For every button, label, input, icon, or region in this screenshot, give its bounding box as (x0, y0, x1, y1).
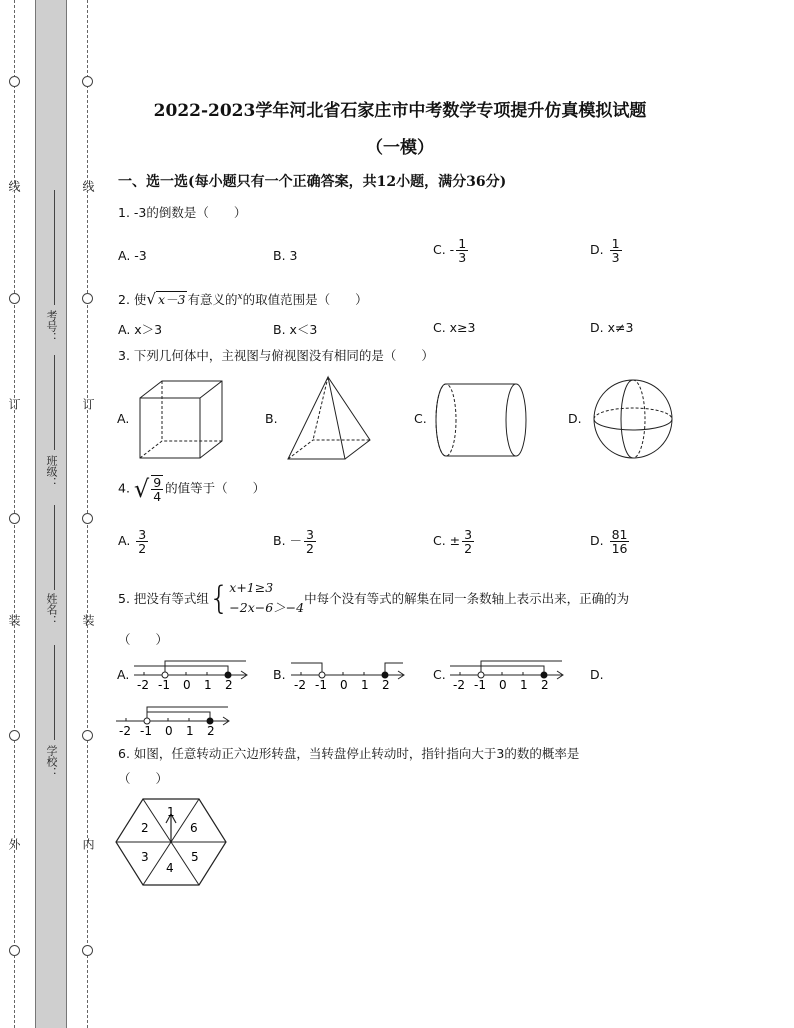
hole-outer-2 (9, 293, 20, 304)
hole-outer-1 (9, 76, 20, 87)
open-dot (162, 672, 168, 678)
q5-system (229, 578, 304, 618)
outer-word-bind: 订 (7, 398, 21, 410)
q1-stem: 1. -3的倒数是（ ） (118, 205, 247, 220)
page-title: 2022-2023学年河北省石家庄市中考数学专项提升仿真模拟试题 (153, 101, 647, 121)
field-class-blank[interactable] (54, 355, 55, 450)
sphere-figure (590, 376, 676, 462)
q5-numberline-b (289, 652, 407, 692)
sqrt-sign: √ (133, 475, 150, 504)
field-exam-number: 考号： (45, 310, 58, 343)
q5-ineq-1: x+1≥3 (229, 580, 274, 595)
q4-option-b[interactable]: B. － $\frac{3}{2}$ (273, 527, 314, 557)
outer-word-line: 线 (7, 180, 21, 192)
sector-label-4: 4 (166, 861, 174, 875)
outer-word-pack: 装 (7, 614, 21, 626)
tick-label: -1 (474, 678, 486, 692)
brace: { (208, 579, 230, 617)
binding-band (35, 0, 67, 1028)
tick-label: -1 (140, 724, 152, 738)
hole-inner-3 (82, 513, 93, 524)
hole-outer-3 (9, 513, 20, 524)
q5-option-c-label[interactable]: C. (433, 667, 446, 682)
field-exam-number-blank[interactable] (54, 190, 55, 305)
tick-label: -1 (315, 678, 327, 692)
outer-word-outside: 外 (7, 838, 21, 850)
sector-label-3: 3 (141, 850, 149, 864)
tick-label: 0 (165, 724, 173, 738)
ray-right (481, 661, 562, 675)
q5-stem: 5. 把没有等式组{ x+1≥3 −2x−6＞−4 中每个没有等式的解集在同一条数轴上表示出来，正确的为 (118, 579, 630, 617)
inner-word-bind: 订 (81, 398, 95, 410)
q2-option-a[interactable]: A. x＞3 (118, 322, 163, 337)
tick-label: 1 (204, 678, 212, 692)
tick-label: 2 (207, 724, 215, 738)
q1-option-b[interactable]: B. 3 (273, 248, 298, 263)
tick-label: 0 (340, 678, 348, 692)
hole-inner-4 (82, 730, 93, 741)
q3-option-a-label[interactable]: A. (117, 411, 130, 426)
q6-paren: （ ） (118, 771, 169, 786)
ray-right (147, 707, 228, 721)
tick-label: 0 (183, 678, 191, 692)
hole-inner-5 (82, 945, 93, 956)
ray-left (291, 663, 322, 675)
q3-option-b-label[interactable]: B. (265, 411, 278, 426)
q5-option-b-label[interactable]: B. (273, 667, 286, 682)
q5-option-d-label[interactable]: D. (590, 667, 604, 682)
sector-label-2: 2 (141, 821, 149, 835)
hole-inner-2 (82, 293, 93, 304)
tick-label: 2 (225, 678, 233, 692)
field-school: 学校： (45, 745, 58, 778)
q3-option-d-label[interactable]: D. (568, 411, 582, 426)
tick-label: 1 (186, 724, 194, 738)
hole-outer-4 (9, 730, 20, 741)
closed-dot (207, 718, 213, 724)
page-subtitle: （一模） (366, 138, 434, 158)
q4-stem: 4. √ $\frac{9}{4}$ 的值等于（ ） (118, 475, 266, 505)
tick-label: -1 (158, 678, 170, 692)
closed-dot (225, 672, 231, 678)
ray-right (165, 661, 246, 675)
tick-label: 2 (541, 678, 549, 692)
q1-option-d-fraction: $\frac{1}{3}$ (611, 236, 620, 266)
q1-option-c-prefix: C. - (433, 242, 455, 258)
q5-ineq-2: −2x−6＞−4 (229, 600, 305, 615)
sector-label-1: 1 (167, 805, 175, 819)
q5-numberline-d (114, 698, 232, 738)
sector-label-5: 5 (191, 850, 199, 864)
q1-option-d-prefix: D. (590, 242, 608, 258)
cylinder-figure (433, 380, 533, 460)
q4-radical-fraction: $\frac{9}{4}$ (153, 475, 162, 505)
cube-figure (135, 376, 225, 461)
q5-numberline-a (132, 652, 250, 692)
field-class: 班级： (45, 455, 58, 488)
ray-left (134, 666, 228, 675)
ray-left (450, 666, 544, 675)
q2-option-b[interactable]: B. x＜3 (273, 322, 318, 337)
q1-option-c[interactable] (433, 237, 470, 264)
open-dot (144, 718, 150, 724)
sqrt-sign: √ (146, 290, 156, 308)
q4-option-d[interactable]: D. $\frac{81}{16}$ (590, 527, 628, 557)
tick-label: -2 (453, 678, 465, 692)
inner-word-line: 线 (81, 180, 95, 192)
q1-option-d[interactable] (590, 237, 624, 264)
q5-option-a-label[interactable]: A. (117, 667, 130, 682)
pyramid-figure (283, 374, 373, 462)
field-school-blank[interactable] (54, 645, 55, 740)
q5-numberline-c (448, 652, 566, 692)
q2-option-c[interactable]: C. x≥3 (433, 320, 476, 335)
q1-option-c-fraction: $\frac{1}{3}$ (458, 236, 467, 266)
closed-dot (382, 672, 388, 678)
hole-outer-5 (9, 945, 20, 956)
section-heading: 一、选一选(每小题只有一个正确答案，共12小题，满分36分) (118, 174, 507, 190)
q6-stem: 6. 如图，任意转动正六边形转盘，当转盘停止转动时，指针指向大于3的数的概率是 (118, 746, 580, 761)
q2-option-d[interactable]: D. x≠3 (590, 320, 634, 335)
inner-word-inside: 内 (81, 838, 95, 850)
q1-option-a[interactable]: A. -3 (118, 248, 147, 263)
tick-label: -2 (119, 724, 131, 738)
tick-label: 1 (520, 678, 528, 692)
q4-option-c[interactable]: C. ± $\frac{3}{2}$ (433, 527, 473, 557)
segment (147, 712, 210, 721)
q4-option-a[interactable]: A. $\frac{3}{2}$ (118, 527, 147, 557)
tick-label: 0 (499, 678, 507, 692)
tick-label: 1 (361, 678, 369, 692)
open-dot (478, 672, 484, 678)
q2-stem: 2. 使√ x－3 有意义的$^x$的取值范围是（ ） (118, 290, 368, 308)
tick-label: -2 (137, 678, 149, 692)
q3-stem: 3. 下列几何体中，主视图与俯视图没有相同的是（ ） (118, 348, 434, 363)
tick-label: -2 (294, 678, 306, 692)
field-name: 姓名： (45, 593, 58, 626)
tick-label: 2 (382, 678, 390, 692)
field-name-blank[interactable] (54, 505, 55, 590)
closed-dot (541, 672, 547, 678)
sector-label-6: 6 (190, 821, 198, 835)
q5-paren: （ ） (118, 632, 169, 647)
q3-option-c-label[interactable]: C. (414, 411, 427, 426)
open-dot (319, 672, 325, 678)
hole-inner-1 (82, 76, 93, 87)
inner-word-pack: 装 (81, 614, 95, 626)
hexagon-spinner (114, 796, 228, 888)
q2-radicand: x－3 (157, 292, 186, 307)
